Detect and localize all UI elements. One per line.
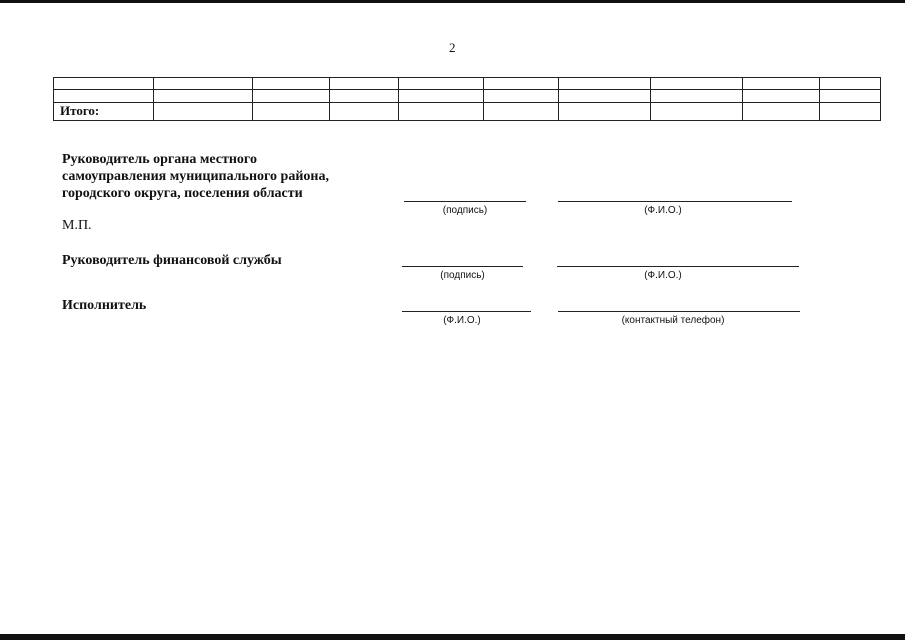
head-of-authority-label: Руководитель органа местного самоуправления муниципального района, городского округа, поселения области xyxy=(62,152,329,201)
head-of-finance-signature-line[interactable] xyxy=(402,266,523,267)
table-total-label: Итого: xyxy=(60,103,100,118)
signature-caption: (подпись) xyxy=(440,270,485,281)
table-rule-top xyxy=(53,77,881,78)
table-column-border xyxy=(742,77,743,121)
table-column-border xyxy=(650,77,651,121)
table-column-border xyxy=(819,77,820,121)
signature-caption: (подпись) xyxy=(442,205,488,216)
table-column-border xyxy=(558,77,559,121)
scan-top-edge xyxy=(0,0,905,3)
head-of-authority-name-line[interactable] xyxy=(558,201,792,202)
table-rule xyxy=(53,89,881,90)
page-number: 2 xyxy=(449,40,456,55)
head-of-finance-name-line[interactable] xyxy=(557,266,799,267)
table-column-border xyxy=(483,77,484,121)
name-caption: (Ф.И.О.) xyxy=(644,205,682,216)
executor-phone-line[interactable] xyxy=(558,311,800,312)
table-column-border xyxy=(329,77,330,121)
scan-bottom-edge xyxy=(0,634,905,640)
executor-label: Исполнитель xyxy=(62,298,147,313)
table-column-border xyxy=(153,77,154,121)
head-of-finance-label: Руководитель финансовой службы xyxy=(62,253,282,268)
table-rule-bottom xyxy=(53,120,881,121)
name-caption: (Ф.И.О.) xyxy=(443,315,481,326)
executor-name-line[interactable] xyxy=(402,311,531,312)
phone-caption: (контактный телефон) xyxy=(621,315,725,326)
table-column-border xyxy=(53,77,54,121)
summary-table xyxy=(53,77,881,121)
table-column-border xyxy=(880,77,881,121)
head-of-authority-signature-line[interactable] xyxy=(404,201,526,202)
table-column-border xyxy=(398,77,399,121)
table-column-border xyxy=(252,77,253,121)
table-rule xyxy=(53,102,881,103)
stamp-label: М.П. xyxy=(62,218,92,233)
name-caption: (Ф.И.О.) xyxy=(644,270,682,281)
